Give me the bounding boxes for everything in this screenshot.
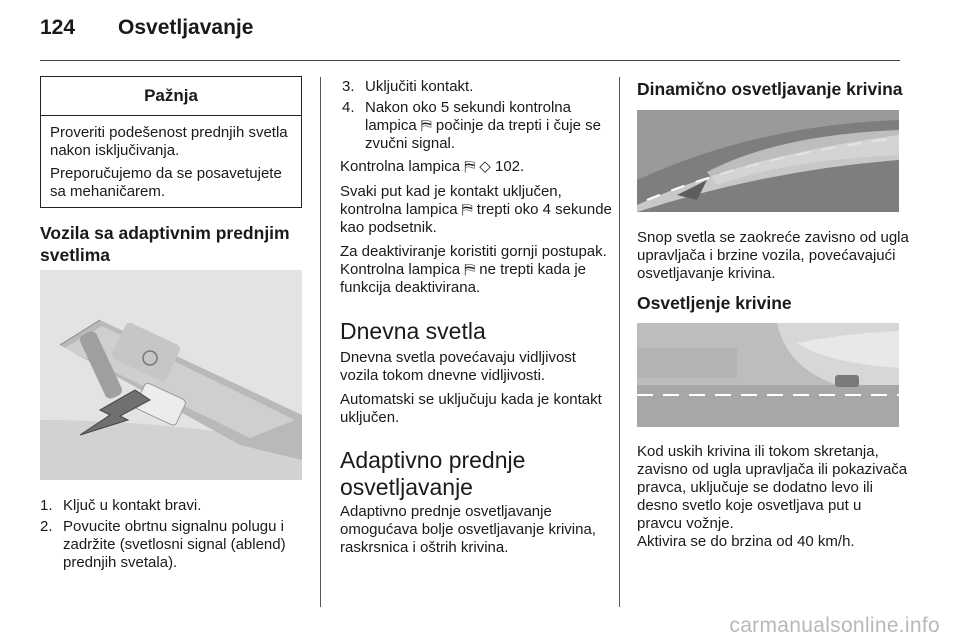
page-title: Osvetljavanje xyxy=(118,16,254,39)
section-heading: Dnevna svetla xyxy=(340,318,486,344)
caution-text: Proveriti podešenost prednjih svetla nakon isključivanja. xyxy=(50,124,288,159)
section-heading: Vozila sa adaptivnim prednjim svetlima xyxy=(40,223,290,265)
body-text: Aktivira se do brzina od 40 km/h. xyxy=(637,533,855,550)
steps-list-continued xyxy=(342,78,610,156)
cross-reference: Kontrolna lampica ⛿ ◇ 102. xyxy=(340,158,525,175)
section-heading: Osvetljenje krivine xyxy=(637,293,792,313)
section-heading: Adaptivno prednje osvetljavanje xyxy=(340,447,526,500)
section-heading: Dinamično osvetljavanje krivina xyxy=(637,79,903,99)
body-text: Adaptivno prednje osvetljavanje omogućava bolje osvetljavanje krivina, raskrsnica i oštrih krivina. xyxy=(340,503,596,556)
page-number: 124 xyxy=(40,16,76,39)
body-text: Za deaktiviranje koristiti gornji postupak. Kontrolna lampica ⛿ ne trepti kada je funkcija deaktivirana. xyxy=(340,243,607,296)
body-text: Kod uskih krivina ili tokom skretanja, zavisno od ugla upravljača ili pokazivača pravca, uključuje se dodatno levo ili desno svetlo koje osvetljava put u pravcu vožnje. xyxy=(637,443,908,532)
body-text: Automatski se uključuju kada je kontakt uključen. xyxy=(340,391,602,426)
caution-heading: Pažnja xyxy=(41,77,301,116)
body-text: Snop svetla se zaokreće zavisno od ugla upravljača i brzine vozila, povećavajući osvetljavanje krivina. xyxy=(637,229,909,282)
headlight-lever-illustration xyxy=(40,270,302,480)
caution-box xyxy=(40,76,302,208)
list-item: 2. Povucite obrtnu signalnu polugu i zadržite (svetlosni signal (ablend) prednjih svetala). xyxy=(40,518,286,571)
list-item: 1. Ključ u kontakt bravi. xyxy=(40,497,202,514)
body-text: Dnevna svetla povećavaju vidljivost vozila tokom dnevne vidljivosti. xyxy=(340,349,576,384)
column-divider xyxy=(320,77,321,607)
column-divider xyxy=(619,77,620,607)
caution-text: Preporučujemo da se posavetujete sa mehaničarem. xyxy=(50,165,282,200)
steps-list xyxy=(40,497,312,575)
list-item: 3. Uključiti kontakt. xyxy=(342,78,474,95)
header-rule xyxy=(40,60,900,61)
watermark: carmanualsonline.info xyxy=(729,614,940,637)
cornering-light-illustration xyxy=(637,323,899,427)
list-item: 4. Nakon oko 5 sekundi kontrolna lampica ⛿ počinje da trepti i čuje se zvučni signal. xyxy=(342,99,602,152)
dynamic-curve-lighting-illustration xyxy=(637,110,899,212)
body-text: Svaki put kad je kontakt uključen, kontrolna lampica ⛿ trepti oko 4 sekunde kao podsetnik. xyxy=(340,183,612,236)
